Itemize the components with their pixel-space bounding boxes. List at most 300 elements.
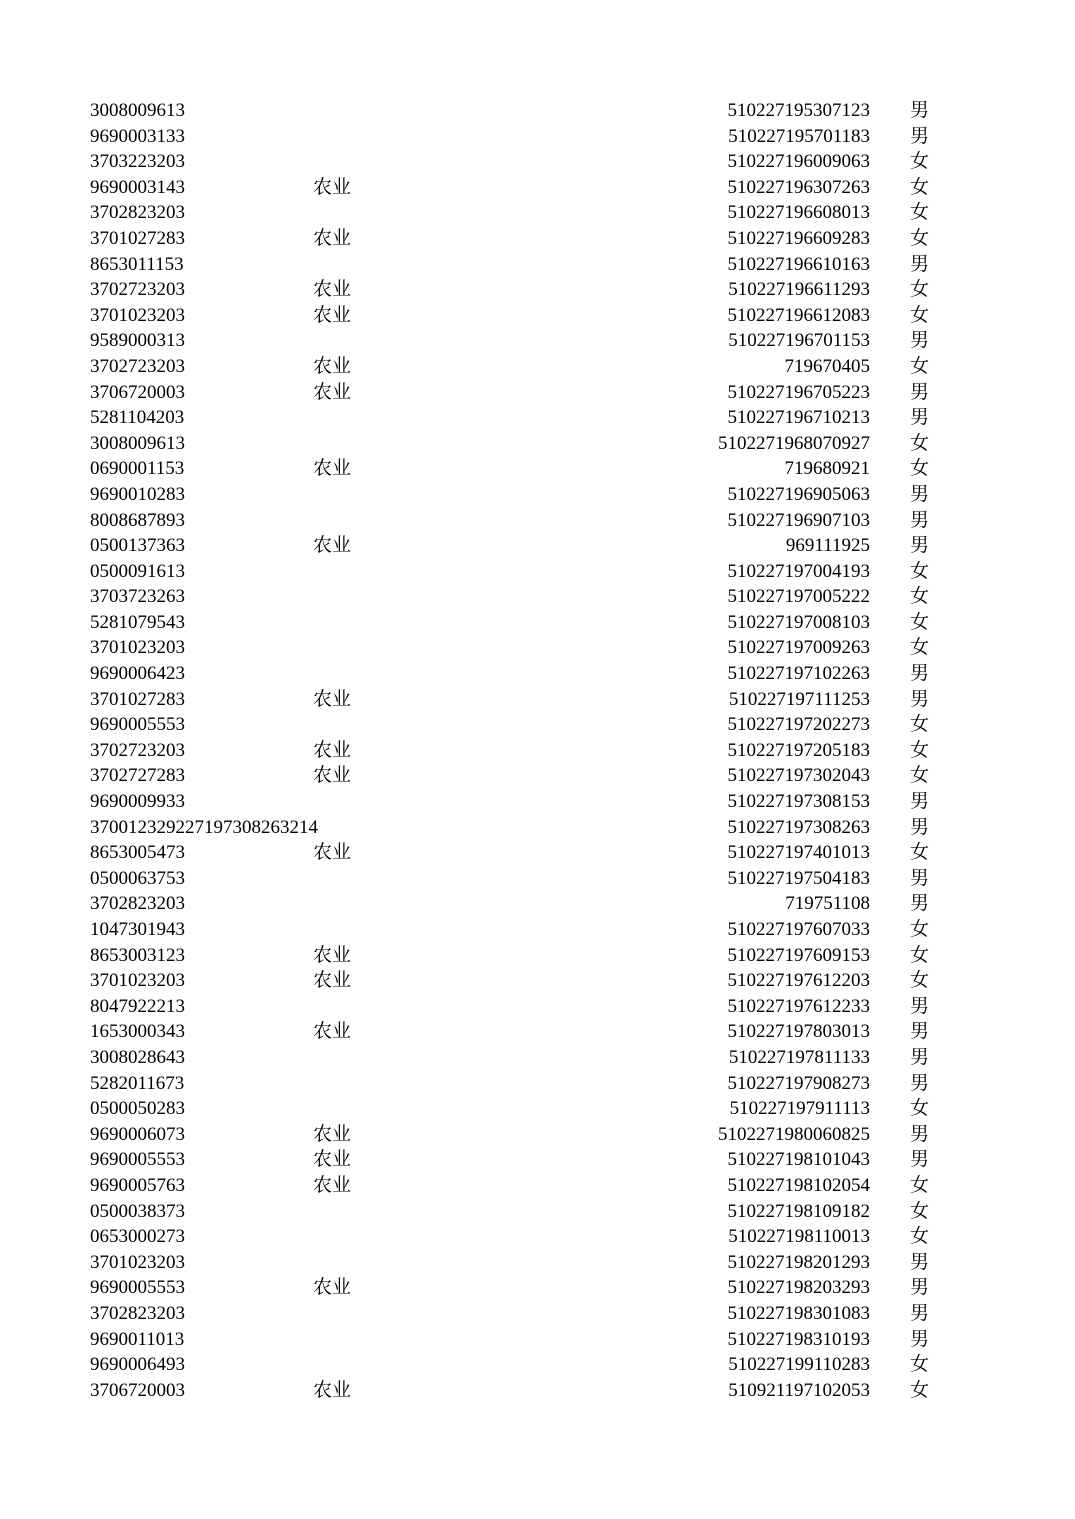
occupation-cell: 农业 <box>313 765 352 787</box>
account-number-cell: 9690006493 <box>90 1354 185 1376</box>
id-number-text: 510227197102263 <box>727 663 870 685</box>
account-number-cell: 3008009613 <box>90 100 185 121</box>
id-number-text: 510227197401013 <box>727 842 870 864</box>
gender-cell: 女 <box>910 765 930 787</box>
id-number-cell <box>690 559 870 585</box>
id-number-cell <box>690 1147 870 1173</box>
table-row <box>0 559 1075 585</box>
id-number-text: 510227197612203 <box>727 970 870 992</box>
gender-cell: 女 <box>910 304 930 326</box>
account-number-cell: 3703723263 <box>90 586 185 608</box>
gender-cell: 女 <box>910 1200 930 1222</box>
id-number-text: 510227196905063 <box>727 483 870 505</box>
account-number-cell: 0500038373 <box>90 1200 185 1222</box>
occupation-cell: 农业 <box>313 1021 352 1043</box>
id-number-text: 510227197803013 <box>727 1021 870 1043</box>
account-number-cell: 3702823203 <box>90 202 185 224</box>
account-number-cell: 9690006073 <box>90 1123 185 1145</box>
table-row <box>0 840 1075 866</box>
id-number-cell <box>690 482 870 508</box>
id-number-cell <box>690 98 870 124</box>
table-row <box>0 1122 1075 1148</box>
gender-cell: 女 <box>910 176 930 198</box>
table-row <box>0 482 1075 508</box>
id-number-cell <box>690 1173 870 1199</box>
account-number-cell: 9690010283 <box>90 483 185 505</box>
occupation-cell <box>313 431 373 457</box>
occupation-cell <box>313 1071 373 1097</box>
gender-cell: 女 <box>910 1354 930 1376</box>
account-number-cell: 5281079543 <box>90 611 185 633</box>
occupation-cell: 农业 <box>313 970 352 992</box>
id-number-cell <box>690 1301 870 1327</box>
occupation-cell <box>313 917 373 943</box>
gender-cell: 女 <box>910 151 930 173</box>
id-number-cell <box>690 1199 870 1225</box>
account-number-cell: 3701027283 <box>90 227 185 249</box>
occupation-cell: 农业 <box>313 842 352 864</box>
gender-cell: 女 <box>910 355 930 377</box>
account-number-cell: 0500137363 <box>90 535 185 557</box>
id-number-cell <box>690 175 870 201</box>
table-row <box>0 891 1075 917</box>
id-number-text: 510227196609283 <box>727 227 870 249</box>
account-number-cell: 3701023203 <box>90 304 185 326</box>
gender-cell: 男 <box>910 100 930 121</box>
occupation-cell <box>313 712 373 738</box>
id-number-text: 510227198301083 <box>727 1302 870 1324</box>
gender-cell: 男 <box>910 663 930 685</box>
id-number-cell <box>690 380 870 406</box>
id-number-cell <box>690 1045 870 1071</box>
account-number-cell: 8008687893 <box>90 509 185 531</box>
gender-cell: 男 <box>910 1277 930 1299</box>
id-number-cell <box>690 968 870 994</box>
table-row <box>0 200 1075 226</box>
gender-cell: 女 <box>910 1098 930 1120</box>
gender-cell: 女 <box>910 919 930 940</box>
gender-cell: 男 <box>910 1123 930 1145</box>
id-number-text: 510227198310193 <box>727 1328 870 1350</box>
id-number-cell <box>690 687 870 713</box>
occupation-cell: 农业 <box>313 381 352 403</box>
gender-cell: 男 <box>910 330 930 352</box>
id-number-cell <box>690 1224 870 1250</box>
gender-cell: 男 <box>910 1302 930 1324</box>
id-number-cell <box>690 661 870 687</box>
table-row <box>0 149 1075 175</box>
account-number-cell: 3701023203 <box>90 1251 185 1273</box>
table-row <box>0 1173 1075 1199</box>
table-row <box>0 405 1075 431</box>
id-number-text: 510227198109182 <box>727 1200 870 1222</box>
id-number-cell <box>690 303 870 329</box>
table-row <box>0 712 1075 738</box>
table-row <box>0 1199 1075 1225</box>
account-number-cell: 0653000273 <box>90 1226 185 1248</box>
id-number-text: 510227197005222 <box>727 586 870 608</box>
table-row <box>0 789 1075 815</box>
occupation-cell <box>313 124 373 150</box>
account-number-cell: 9690005553 <box>90 1277 185 1299</box>
table-row <box>0 252 1075 278</box>
account-number-cell: 0500050283 <box>90 1098 185 1120</box>
id-number-text: 510227197308153 <box>727 791 870 813</box>
gender-cell: 男 <box>910 1251 930 1273</box>
id-number-cell <box>690 943 870 969</box>
table-row <box>0 1301 1075 1327</box>
account-number-cell: 1653000343 <box>90 1021 185 1043</box>
account-number-cell: 3702723203 <box>90 355 185 377</box>
gender-cell: 女 <box>910 637 930 659</box>
account-number-cell: 9589000313 <box>90 330 185 352</box>
occupation-cell <box>313 1096 373 1122</box>
table-row <box>0 968 1075 994</box>
gender-cell: 男 <box>910 483 930 505</box>
id-number-cell <box>690 1352 870 1378</box>
gender-cell: 女 <box>910 432 930 454</box>
account-number-cell: 3701023203 <box>90 970 185 992</box>
table-row <box>0 763 1075 789</box>
occupation-cell <box>313 891 373 917</box>
gender-cell: 男 <box>910 1149 930 1171</box>
id-number-text: 510227197205183 <box>727 739 870 761</box>
account-number-cell: 3706720003 <box>90 1379 185 1401</box>
occupation-cell <box>313 866 373 892</box>
occupation-cell: 农业 <box>313 1277 352 1299</box>
occupation-cell <box>313 789 373 815</box>
id-number-cell <box>690 533 870 559</box>
account-number-cell: 9690005553 <box>90 714 185 736</box>
id-number-text: 510227197908273 <box>727 1072 870 1094</box>
occupation-cell: 农业 <box>313 304 352 326</box>
gender-cell: 女 <box>910 714 930 736</box>
id-number-text: 510227195701183 <box>728 125 870 147</box>
occupation-cell <box>313 200 373 226</box>
occupation-cell: 农业 <box>313 1123 352 1145</box>
id-number-text: 719751108 <box>785 893 870 915</box>
table-row <box>0 1045 1075 1071</box>
occupation-cell: 农业 <box>313 458 352 480</box>
occupation-cell <box>313 1199 373 1225</box>
spreadsheet <box>0 98 1075 1403</box>
table-row <box>0 917 1075 943</box>
gender-cell: 男 <box>910 407 930 429</box>
gender-cell: 女 <box>910 560 930 582</box>
id-number-cell <box>690 456 870 482</box>
table-row <box>0 866 1075 892</box>
id-number-text: 510227196705223 <box>727 381 870 403</box>
gender-cell: 男 <box>910 535 930 557</box>
id-number-cell <box>690 917 870 943</box>
id-number-cell <box>690 1071 870 1097</box>
account-number-cell: 3008009613 <box>90 432 185 454</box>
id-number-cell <box>690 1096 870 1122</box>
account-number-cell: 3703223203 <box>90 151 185 173</box>
id-number-text: 510227196608013 <box>727 202 870 224</box>
table-row <box>0 943 1075 969</box>
account-number-cell: 9690005553 <box>90 1149 185 1171</box>
occupation-cell: 农业 <box>313 688 352 710</box>
id-number-cell <box>690 994 870 1020</box>
gender-cell: 女 <box>910 842 930 864</box>
account-number-cell: 3702723203 <box>90 279 185 301</box>
occupation-cell: 农业 <box>313 1174 352 1196</box>
id-number-text: 510227196009063 <box>727 151 870 173</box>
id-number-cell <box>690 1275 870 1301</box>
account-number-cell: 0500091613 <box>90 560 185 582</box>
id-number-text: 510227197911113 <box>729 1098 870 1120</box>
table-row <box>0 328 1075 354</box>
gender-cell: 男 <box>910 995 930 1017</box>
occupation-cell <box>313 508 373 534</box>
id-number-text: 510227198203293 <box>727 1277 870 1299</box>
id-number-cell <box>690 328 870 354</box>
gender-cell: 男 <box>910 816 930 838</box>
account-number-cell: 8047922213 <box>90 995 185 1017</box>
occupation-cell <box>313 1250 373 1276</box>
id-number-cell <box>690 508 870 534</box>
id-number-cell <box>690 738 870 764</box>
id-number-cell <box>690 712 870 738</box>
id-number-cell <box>690 124 870 150</box>
gender-cell: 男 <box>910 125 930 147</box>
account-number-cell: 8653003123 <box>90 944 185 966</box>
id-number-text: 719680921 <box>784 458 870 480</box>
id-number-text: 510227196701153 <box>728 330 870 352</box>
id-number-cell <box>690 149 870 175</box>
id-number-text: 5102271968070927 <box>718 432 870 454</box>
account-number-cell: 9690011013 <box>90 1328 185 1350</box>
gender-cell: 男 <box>910 253 930 275</box>
id-number-cell <box>690 277 870 303</box>
id-number-cell <box>690 815 870 841</box>
table-row <box>0 1327 1075 1353</box>
gender-cell: 女 <box>910 202 930 224</box>
gender-cell: 男 <box>910 867 930 889</box>
account-number-cell: 9690006423 <box>90 663 185 685</box>
id-number-text: 510227198110013 <box>728 1226 870 1248</box>
account-number-cell: 5282011673 <box>90 1072 185 1094</box>
occupation-cell <box>313 405 373 431</box>
id-number-text: 510921197102053 <box>728 1379 870 1401</box>
id-number-text: 510227195307123 <box>727 100 870 121</box>
id-number-cell <box>690 1122 870 1148</box>
occupation-cell <box>313 252 373 278</box>
id-number-cell <box>690 200 870 226</box>
account-number-cell: 3702723203 <box>90 739 185 761</box>
gender-cell: 男 <box>910 893 930 915</box>
table-row <box>0 226 1075 252</box>
occupation-cell <box>313 661 373 687</box>
gender-cell: 女 <box>910 1174 930 1196</box>
account-number-cell: 3701023203 <box>90 637 185 659</box>
table-row <box>0 1096 1075 1122</box>
occupation-cell <box>313 610 373 636</box>
id-number-text: 510227197612233 <box>727 995 870 1017</box>
id-number-text: 510227198102054 <box>727 1174 870 1196</box>
id-number-cell <box>690 1327 870 1353</box>
id-number-text: 510227197302043 <box>727 765 870 787</box>
table-row <box>0 1071 1075 1097</box>
occupation-cell <box>313 1045 373 1071</box>
id-number-cell <box>690 431 870 457</box>
id-number-text: 510227196307263 <box>727 176 870 198</box>
occupation-cell: 农业 <box>313 1379 352 1401</box>
table-row <box>0 303 1075 329</box>
account-number-cell: 3702823203 <box>90 1302 185 1324</box>
account-number-cell: 3008028643 <box>90 1046 185 1068</box>
occupation-cell <box>313 584 373 610</box>
account-number-cell: 5281104203 <box>90 407 185 429</box>
id-number-cell <box>690 354 870 380</box>
table-row <box>0 1250 1075 1276</box>
table-row <box>0 456 1075 482</box>
id-number-cell <box>690 789 870 815</box>
id-number-text: 510227197811133 <box>728 1046 870 1068</box>
id-number-cell <box>690 1019 870 1045</box>
table-row <box>0 738 1075 764</box>
table-row <box>0 1378 1075 1404</box>
id-number-text: 510227196710213 <box>727 407 870 429</box>
table-row <box>0 635 1075 661</box>
occupation-cell: 农业 <box>313 227 352 249</box>
account-number-cell: 3702727283 <box>90 765 185 787</box>
id-number-text: 510227199110283 <box>728 1354 870 1376</box>
occupation-cell: 农业 <box>313 279 352 301</box>
table-row <box>0 1352 1075 1378</box>
id-number-text: 510227197008103 <box>727 611 870 633</box>
table-row <box>0 610 1075 636</box>
gender-cell: 男 <box>910 1021 930 1043</box>
gender-cell: 女 <box>910 586 930 608</box>
id-number-text: 510227197308263 <box>727 816 870 838</box>
id-number-text: 510227197609153 <box>727 944 870 966</box>
account-number-cell: 8653005473 <box>90 842 185 864</box>
account-number-cell: 9690003143 <box>90 176 185 198</box>
account-number-cell: 0500063753 <box>90 867 185 889</box>
id-number-cell <box>690 584 870 610</box>
gender-cell: 男 <box>910 1072 930 1094</box>
table-row <box>0 98 1075 124</box>
gender-cell: 男 <box>910 688 930 710</box>
gender-cell: 男 <box>910 381 930 403</box>
id-number-text: 5102271980060825 <box>718 1123 870 1145</box>
account-number-cell: 1047301943 <box>90 919 185 940</box>
id-number-cell <box>690 891 870 917</box>
gender-cell: 男 <box>910 1328 930 1350</box>
id-number-text: 510227197004193 <box>727 560 870 582</box>
account-number-cell: 3701027283 <box>90 688 185 710</box>
id-number-text: 510227197504183 <box>727 867 870 889</box>
table-row <box>0 533 1075 559</box>
id-number-text: 510227197202273 <box>727 714 870 736</box>
occupation-cell <box>313 328 373 354</box>
account-number-cell: 9690009933 <box>90 791 185 813</box>
gender-cell: 女 <box>910 1226 930 1248</box>
occupation-cell: 农业 <box>313 355 352 377</box>
id-number-cell <box>690 405 870 431</box>
gender-cell: 女 <box>910 1379 930 1401</box>
id-number-text: 510227198201293 <box>727 1251 870 1273</box>
id-number-text: 510227196907103 <box>727 509 870 531</box>
occupation-cell: 农业 <box>313 944 352 966</box>
occupation-cell: 农业 <box>313 176 352 198</box>
id-number-cell <box>690 840 870 866</box>
occupation-cell <box>313 994 373 1020</box>
table-row <box>0 175 1075 201</box>
occupation-cell <box>313 98 373 124</box>
id-number-cell <box>690 252 870 278</box>
gender-cell: 男 <box>910 1046 930 1068</box>
account-number-cell: 370012329227197308263214 <box>90 816 318 838</box>
gender-cell: 女 <box>910 944 930 966</box>
gender-cell: 女 <box>910 970 930 992</box>
table-row <box>0 584 1075 610</box>
account-number-cell: 9690005763 <box>90 1174 185 1196</box>
id-number-cell <box>690 610 870 636</box>
gender-cell: 男 <box>910 791 930 813</box>
occupation-cell: 农业 <box>313 535 352 557</box>
occupation-cell <box>313 1301 373 1327</box>
table-row <box>0 354 1075 380</box>
table-row <box>0 508 1075 534</box>
occupation-cell <box>313 815 373 841</box>
table-row <box>0 431 1075 457</box>
table-row <box>0 380 1075 406</box>
id-number-cell <box>690 635 870 661</box>
id-number-text: 510227196611293 <box>728 279 870 301</box>
table-row <box>0 1019 1075 1045</box>
id-number-cell <box>690 763 870 789</box>
gender-cell: 女 <box>910 279 930 301</box>
id-number-text: 510227198101043 <box>727 1149 870 1171</box>
id-number-text: 510227197009263 <box>727 637 870 659</box>
gender-cell: 女 <box>910 458 930 480</box>
table-row <box>0 815 1075 841</box>
table-row <box>0 661 1075 687</box>
account-number-cell: 9690003133 <box>90 125 185 147</box>
gender-cell: 女 <box>910 739 930 761</box>
id-number-text: 510227197607033 <box>727 919 870 940</box>
account-number-cell: 8653011153 <box>90 253 184 275</box>
id-number-cell <box>690 866 870 892</box>
id-number-cell <box>690 226 870 252</box>
table-row <box>0 124 1075 150</box>
occupation-cell <box>313 635 373 661</box>
account-number-cell: 3706720003 <box>90 381 185 403</box>
occupation-cell: 农业 <box>313 739 352 761</box>
id-number-text: 510227196610163 <box>727 253 870 275</box>
id-number-text: 510227196612083 <box>727 304 870 326</box>
account-number-cell: 3702823203 <box>90 893 185 915</box>
table-row <box>0 277 1075 303</box>
table-row <box>0 1147 1075 1173</box>
table-row <box>0 687 1075 713</box>
occupation-cell <box>313 559 373 585</box>
table-row <box>0 994 1075 1020</box>
id-number-text: 719670405 <box>784 355 870 377</box>
occupation-cell: 农业 <box>313 1149 352 1171</box>
occupation-cell <box>313 482 373 508</box>
gender-cell: 女 <box>910 227 930 249</box>
table-row <box>0 1275 1075 1301</box>
gender-cell: 女 <box>910 611 930 633</box>
gender-cell: 男 <box>910 509 930 531</box>
account-number-cell: 0690001153 <box>90 458 185 480</box>
id-number-cell <box>690 1250 870 1276</box>
id-number-cell <box>690 1378 870 1404</box>
